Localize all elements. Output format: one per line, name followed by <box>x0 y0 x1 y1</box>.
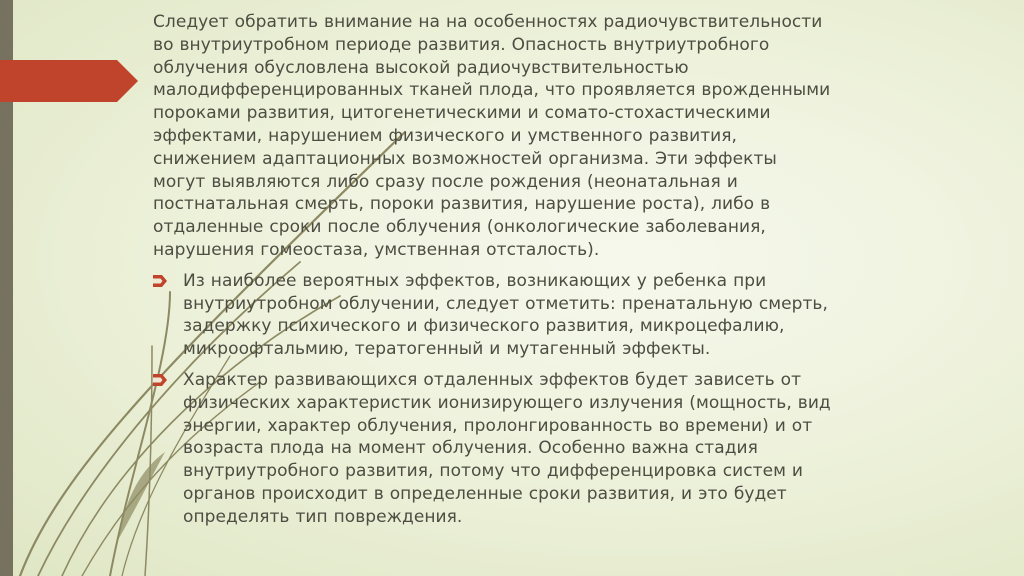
slide-content <box>153 11 883 529</box>
bullet-text <box>183 369 883 529</box>
bullet-line: задержку психического и физического развития, микроцефалию, <box>183 316 785 337</box>
intro-line: облучения обусловлена высокой радиочувствительностью <box>153 57 689 78</box>
bullet-text <box>183 270 883 361</box>
intro-line: эффектами, нарушением физического и умственного развития, <box>153 125 737 146</box>
intro-line: малодифференцированных тканей плода, что проявляется врожденными <box>153 80 831 101</box>
red-arrow-tab-icon <box>0 60 138 102</box>
intro-line: Следует обратить внимание на на особенностях радиочувствительности <box>153 12 823 32</box>
bullet-line: Из наиболее вероятных эффектов, возникающих у ребенка при <box>183 270 767 291</box>
bullet-line: внутриутробного развития, потому что дифференцировка систем и <box>183 461 804 482</box>
intro-line: нарушения гомеостаза, умственная отсталость). <box>153 239 600 260</box>
bullet-line: возраста плода на момент облучения. Особенно важна стадия <box>183 438 758 459</box>
intro-line: снижением адаптационных возможностей организма. Эти эффекты <box>153 148 777 169</box>
bullet-line: определять тип повреждения. <box>183 506 463 527</box>
intro-line: пороками развития, цитогенетическими и сомато-стохастическими <box>153 103 771 124</box>
bullet-line: физических характеристик ионизирующего излучения (мощность, вид <box>183 392 831 413</box>
bullet-line: энергии, характер облучения, пролонгированность во времени) и от <box>183 415 813 436</box>
bullet-line: микроофтальмию, тератогенный и мутагенный эффекты. <box>183 339 711 360</box>
bullet-line: Характер развивающихся отдаленных эффектов будет зависеть от <box>183 369 802 390</box>
intro-line: отдаленные сроки после облучения (онкологические заболевания, <box>153 217 766 238</box>
intro-line: постнатальная смерть, пороки развития, нарушение роста), либо в <box>153 194 771 215</box>
intro-line: могут выявляются либо сразу после рождения (неонатальная и <box>153 171 738 192</box>
intro-line: во внутриутробном периоде развития. Опасность внутриутробного <box>153 34 770 55</box>
bullet-arrow-icon <box>153 274 167 288</box>
bullet-item-effects <box>153 270 883 361</box>
bullet-line: органов происходит в определенные сроки развития, и это будет <box>183 483 787 504</box>
bullet-arrow-icon <box>153 373 167 387</box>
intro-paragraph <box>153 11 883 262</box>
bullet-line: внутриутробном облучении, следует отметить: пренатальную смерть, <box>183 293 828 314</box>
bullet-item-long-term-effects <box>153 369 883 529</box>
